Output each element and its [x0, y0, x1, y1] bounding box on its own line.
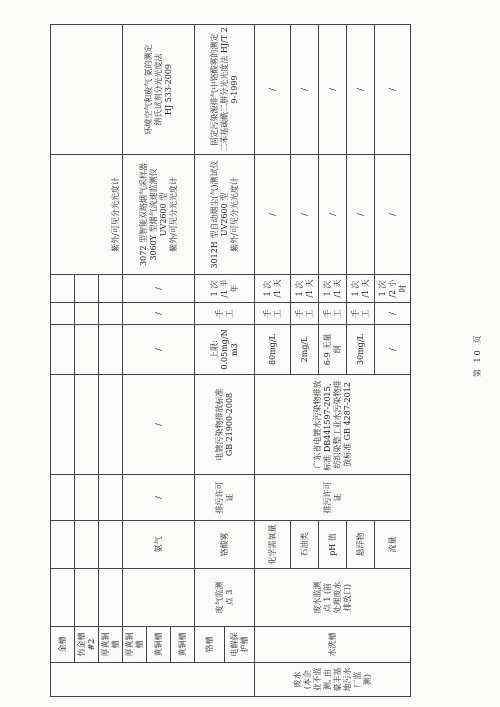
cell	[99, 303, 123, 325]
cell: 金槽	[51, 627, 75, 663]
cell: 手 工	[291, 303, 319, 325]
cell-instrument: 3072 型智能双路烟气采样器 3060Y 型烟气流速监测仪 UV2600 型 紫外/可见分光光度计	[123, 155, 195, 275]
cell: 手 工	[319, 303, 347, 325]
cell	[51, 375, 75, 475]
cell: /	[291, 155, 319, 275]
cell-standard: 广东省电镀水污染物排放标准 DB441597-2015、纺织染整工业水污染物排放标准 GB 4287-2012	[255, 375, 411, 475]
table-row	[255, 25, 291, 697]
cell: /	[291, 25, 319, 155]
cell	[51, 303, 75, 325]
cell: /	[123, 275, 195, 303]
cell	[99, 275, 123, 303]
cell-method	[51, 25, 123, 155]
cell	[51, 475, 75, 521]
cell: /	[347, 155, 375, 275]
cell: /	[255, 25, 291, 155]
pollutant-oil: 石油类	[291, 521, 319, 569]
cell: 上限: 0.05mg/N m3	[195, 325, 255, 375]
cell: /	[319, 25, 347, 155]
cell	[99, 569, 123, 627]
pollutant-ph: pH 值	[319, 521, 347, 569]
cell-wastewater: 废水 (本企 业不监 测, 由 豪丰基 地污水 厂监 测)	[255, 663, 411, 697]
cell	[75, 475, 99, 521]
cell	[51, 569, 75, 627]
cell: 2mg/L	[291, 325, 319, 375]
cell: /	[375, 25, 411, 155]
cell	[99, 475, 123, 521]
cell: 电镀污染物排放标准 GB 21900-2008	[195, 375, 255, 475]
cell: 水洗槽	[255, 627, 411, 663]
cell: /	[319, 155, 347, 275]
cell: 排污许可 证	[195, 475, 255, 521]
cell	[99, 375, 123, 475]
cell	[51, 325, 75, 375]
cell: 1 次 /2 小 时	[375, 275, 411, 303]
cell	[99, 521, 123, 569]
cell: 80mg/L	[255, 325, 291, 375]
cell: /	[123, 475, 195, 521]
cell: 30mg/L	[347, 325, 375, 375]
table-row	[51, 25, 75, 697]
pollutant-chromic-mist: 铬酸雾	[195, 521, 255, 569]
cell: 1 次 /1 天	[255, 275, 291, 303]
cell: 1 次 /1 天	[319, 275, 347, 303]
cell: 1 次 /1 天	[291, 275, 319, 303]
cell	[51, 521, 75, 569]
page-number: 第 10 页	[473, 333, 482, 377]
cell	[75, 325, 99, 375]
cell: /	[255, 155, 291, 275]
cell: 手 工	[195, 303, 255, 325]
cell: 6-9 无量 纲	[319, 325, 347, 375]
cell: 1 次 /1 天	[347, 275, 375, 303]
cell: /	[375, 325, 411, 375]
cell: /	[123, 375, 195, 475]
cell: 黄铜槽	[171, 627, 195, 663]
cell: 铬槽	[195, 627, 225, 663]
table-row	[195, 25, 225, 697]
pollutant-cod: 化学需氧量	[255, 521, 291, 569]
cell-blank	[51, 663, 255, 697]
cell	[123, 569, 195, 627]
cell: 电解保 护槽	[225, 627, 255, 663]
cell-instrument: 紫外/可见分光光度计	[51, 155, 123, 275]
pollutant-ammonia: 氨气	[123, 521, 195, 569]
cell: /	[123, 325, 195, 375]
monitoring-table	[50, 24, 411, 697]
cell-method: 固定污染源排气中铬酸雾的测定 二苯基碳酰二肼分光光度法 HJ/T 29-1999	[195, 25, 255, 155]
cell: /	[123, 303, 195, 325]
pollutant-flow: 流量	[375, 521, 411, 569]
cell: 手 工	[255, 303, 291, 325]
cell: 废气监测 点 3	[195, 569, 255, 627]
cell	[51, 275, 75, 303]
cell: 手 工	[347, 303, 375, 325]
cell: /	[375, 155, 411, 275]
cell: 仿金槽 #2	[75, 627, 99, 663]
cell: 排污许可 证	[255, 475, 411, 521]
pollutant-ss: 悬浮物	[347, 521, 375, 569]
cell	[75, 569, 99, 627]
table-row	[123, 25, 147, 697]
cell: 黄铜槽	[147, 627, 171, 663]
cell	[99, 325, 123, 375]
cell	[75, 521, 99, 569]
cell: 厚黄铜 槽	[99, 627, 123, 663]
cell	[75, 303, 99, 325]
cell: 1 次 /1 半 年	[195, 275, 255, 303]
cell: /	[347, 25, 375, 155]
cell: 厚黄铜 槽	[123, 627, 147, 663]
cell: 废水监测 点 1 (前 处理废水 排放口)	[255, 569, 411, 627]
cell	[75, 275, 99, 303]
cell: /	[375, 303, 411, 325]
cell-instrument: 3012H 型自动烟尘(气)测试仪 UV2600 型 紫外/可见分光光度计	[195, 155, 255, 275]
cell	[75, 375, 99, 475]
cell-method: 环境空气和废气 氨的测定 纳氏试剂分光光度法 HJ 533-2009	[123, 25, 195, 155]
